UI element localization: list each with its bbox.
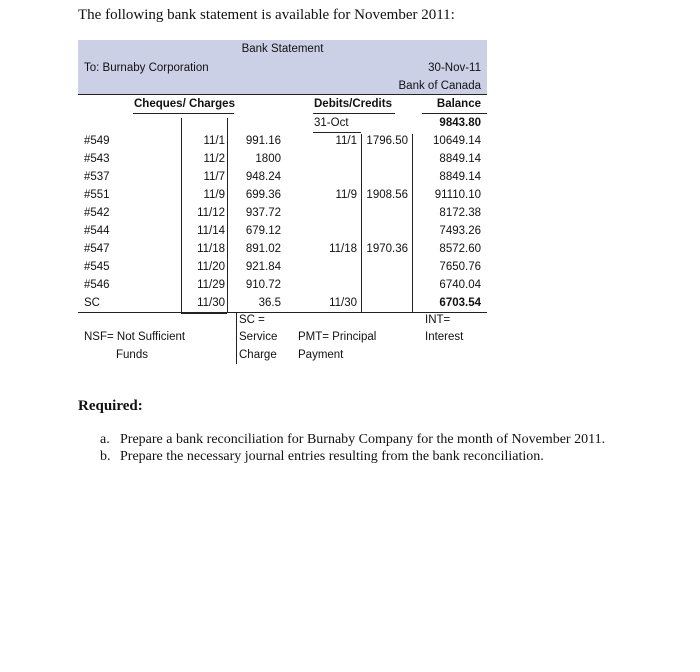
cell-amount: 991.16 <box>245 135 281 147</box>
cell-ref: SC <box>84 297 100 309</box>
header-top-rule <box>78 94 487 95</box>
required-item-label: b. <box>100 449 111 464</box>
table-bottom-rule <box>78 312 487 313</box>
cell-ref: #543 <box>84 153 110 165</box>
required-item-a <box>100 431 605 448</box>
cell-balance: 8172.38 <box>439 207 481 219</box>
cell-balance: 8849.14 <box>439 153 481 165</box>
cell-balance: 6703.54 <box>439 297 481 309</box>
vline-date <box>227 118 228 312</box>
cell-balance: 6740.04 <box>439 279 481 291</box>
cell-date: 11/18 <box>197 243 225 255</box>
cell-date: 11/7 <box>203 171 225 183</box>
opening-balance: 9843.80 <box>439 117 481 129</box>
col-header-cheques: Cheques/ Charges <box>134 98 235 110</box>
bank-statement <box>78 40 487 365</box>
cell-dc-amount: 1970.36 <box>366 243 408 255</box>
intro-text: The following bank statement is available for November 2011: <box>78 7 455 23</box>
cell-ref: #545 <box>84 261 110 273</box>
cell-ref: #544 <box>84 225 110 237</box>
cell-amount: 910.72 <box>245 279 281 291</box>
sc-date-rule <box>181 313 227 314</box>
cell-amount: 699.36 <box>245 189 281 201</box>
cell-dc-date: 11/18 <box>329 243 357 255</box>
cell-ref: #546 <box>84 279 110 291</box>
cell-dc-amount: 1796.50 <box>366 135 408 147</box>
cell-amount: 1800 <box>255 153 281 165</box>
cell-dc-date: 11/9 <box>335 189 357 201</box>
cell-balance: 8572.60 <box>439 243 481 255</box>
legend-nsf-line1: NSF= Not Sufficient <box>84 331 186 343</box>
required-heading: Required: <box>78 398 143 414</box>
cell-amount: 937.72 <box>245 207 281 219</box>
cell-amount: 679.12 <box>245 225 281 237</box>
cell-date: 11/1 <box>203 135 225 147</box>
cell-balance: 7650.76 <box>439 261 481 273</box>
cell-dc-amount: 1908.56 <box>366 189 408 201</box>
col-header-balance: Balance <box>436 98 481 110</box>
cell-dc-date: 11/30 <box>329 297 357 309</box>
vline-dc-amount <box>412 134 413 312</box>
required-item-text: Prepare the necessary journal entries resulting from the bank reconciliation. <box>120 449 544 464</box>
legend-int-line1: INT= <box>425 314 451 326</box>
legend-pmt-line2: Payment <box>298 349 344 361</box>
legend-sc-line1: SC = <box>239 314 265 326</box>
cheques-header-underline <box>133 113 234 114</box>
legend-sc-line3: Charge <box>239 349 277 361</box>
balance-header-underline <box>422 113 487 114</box>
statement-bank: Bank of Canada <box>398 80 481 92</box>
legend-int-line2: Interest <box>425 331 464 343</box>
debits-header-underline <box>313 113 395 114</box>
cell-date: 11/2 <box>203 153 225 165</box>
legend-pmt-line1: PMT= Principal <box>298 331 377 343</box>
required-list <box>100 431 605 465</box>
cell-date: 11/9 <box>203 189 225 201</box>
opening-date-rule <box>313 132 361 133</box>
statement-recipient: To: Burnaby Corporation <box>84 62 209 74</box>
cell-balance: 8849.14 <box>439 171 481 183</box>
cell-dc-date: 11/1 <box>335 135 357 147</box>
cell-date: 11/30 <box>197 297 225 309</box>
cell-ref: #551 <box>84 189 110 201</box>
required-item-text: Prepare a bank reconciliation for Burnaby Company for the month of November 2011. <box>120 432 606 447</box>
cell-date: 11/20 <box>197 261 225 273</box>
cell-date: 11/14 <box>197 225 225 237</box>
cell-ref: #537 <box>84 171 110 183</box>
vline-ref <box>181 118 182 312</box>
vline-dc-date <box>361 134 362 312</box>
required-item-b <box>100 448 605 465</box>
cell-balance: 7493.26 <box>439 225 481 237</box>
cell-date: 11/12 <box>197 207 225 219</box>
statement-date: 30-Nov-11 <box>428 62 481 74</box>
cell-amount: 921.84 <box>245 261 281 273</box>
statement-title: Bank Statement <box>241 43 324 55</box>
opening-date: 31-Oct <box>314 117 349 129</box>
cell-date: 11/29 <box>197 279 225 291</box>
col-header-debits: Debits/Credits <box>314 98 392 110</box>
cell-amount: 891.02 <box>245 243 281 255</box>
cell-amount: 948.24 <box>245 171 281 183</box>
legend-nsf-line2: Funds <box>116 349 148 361</box>
cell-amount: 36.5 <box>258 297 281 309</box>
cell-balance: 10649.14 <box>433 135 481 147</box>
cell-ref: #549 <box>84 135 110 147</box>
cell-balance: 91110.10 <box>434 189 481 201</box>
legend-sc-line2: Service <box>239 331 278 343</box>
cell-ref: #542 <box>84 207 110 219</box>
cell-ref: #547 <box>84 243 110 255</box>
legend-divider <box>236 312 237 364</box>
required-item-label: a. <box>100 432 110 447</box>
